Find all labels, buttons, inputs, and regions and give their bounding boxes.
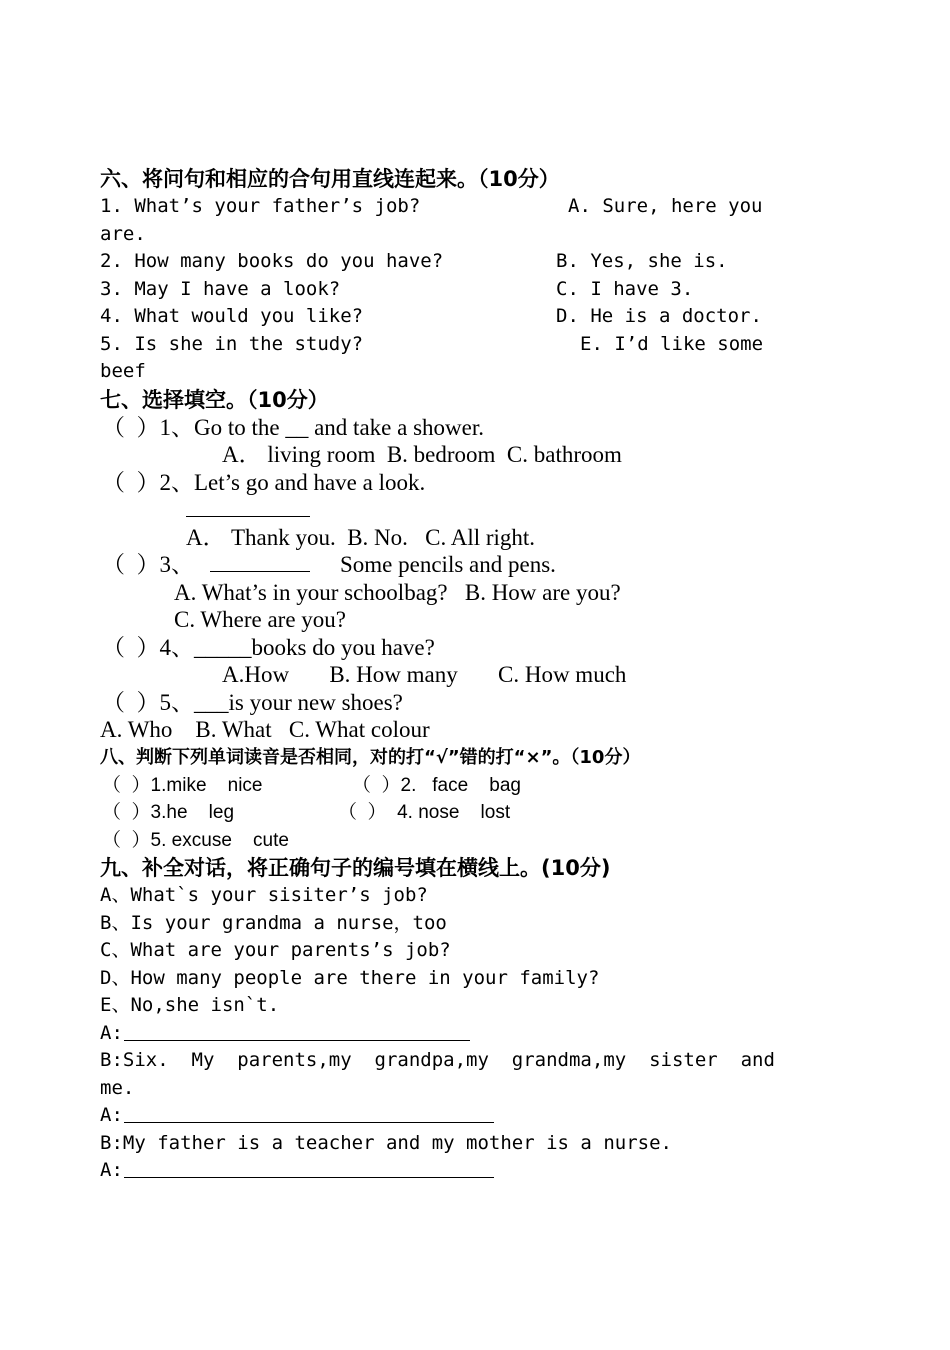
pronunciation-row-3 <box>100 827 820 855</box>
choice-q2-blank-row <box>100 496 820 524</box>
choice-q1-options: A． living room B. bedroom C. bathroom <box>222 442 622 467</box>
pronunciation-row-1 <box>100 772 820 800</box>
match-question-5: 5. Is she in the study? <box>100 332 364 355</box>
dialog-b2-text: B:My father is a teacher and my mother is a nurse. <box>100 1131 672 1154</box>
pronunciation-item-4: （ ） 4. nose lost <box>338 802 511 823</box>
choice-q1-options-row <box>100 441 820 469</box>
match-row-2 <box>100 248 820 276</box>
pronunciation-item-1: （ ）1.mike nice <box>102 774 263 796</box>
dialog-option-c: C、What are your parents’s job? <box>100 939 451 961</box>
choice-q3-options-row-b <box>100 606 820 634</box>
choice-q2 <box>100 469 820 497</box>
pronunciation-row-2 <box>100 799 820 827</box>
choice-q4-text: （ ）4、_____books do you have? <box>102 634 435 660</box>
dialog-option-b-row <box>100 910 820 938</box>
section-8-title: 八、判断下列单词读音是否相同，对的打“√”错的打“×”。（10分） <box>100 746 641 768</box>
match-answer-e-wrap: beef <box>100 360 146 382</box>
match-answer-b: B. Yes, she is. <box>556 250 728 272</box>
dialog-a3-label: A: <box>100 1159 123 1181</box>
pronunciation-item-2: （ ）2. face bag <box>352 774 521 796</box>
dialog-line-a3 <box>100 1157 820 1185</box>
dialog-option-a: A、What`s your sisiter’s job? <box>100 884 428 906</box>
choice-q2-text: （ ）2、Let’s go and have a look. <box>102 469 426 495</box>
choice-q4 <box>100 634 820 662</box>
choice-q5-options-row <box>100 716 820 744</box>
match-question-1: 1. What’s your father’s job? <box>100 195 421 217</box>
worksheet-page <box>100 165 820 1185</box>
dialog-a1-blank[interactable] <box>124 1020 470 1050</box>
dialog-line-b1-wrap <box>100 1075 820 1103</box>
dialog-line-a2 <box>100 1102 820 1130</box>
dialog-a1-label: A: <box>100 1021 123 1044</box>
match-row-1-wrap <box>100 221 820 249</box>
choice-q1-text: （ ）1、Go to the __ and take a shower. <box>102 414 484 440</box>
match-row-5 <box>100 331 820 359</box>
dialog-a2-label: A: <box>100 1104 123 1126</box>
choice-q3-rest: Some pencils and pens. <box>340 552 556 577</box>
choice-q3-options-row-a <box>100 579 820 607</box>
choice-q2-blank <box>186 496 310 524</box>
choice-q1 <box>100 414 820 442</box>
section-7-title: 七、选择填空。（10分） <box>100 387 329 412</box>
section-9-title: 九、补全对话，将正确句子的编号填在横线上。(10分) <box>100 856 611 880</box>
match-question-4: 4. What would you like? <box>100 305 364 327</box>
dialog-a3-blank[interactable] <box>124 1157 494 1187</box>
match-answer-a-wrap: are. <box>100 222 146 245</box>
match-answer-a: A. Sure, here you <box>568 195 763 217</box>
match-row-1 <box>100 193 820 221</box>
pronunciation-item-5: （ ）5. excuse cute <box>102 829 289 851</box>
section-6-title: 六、将问句和相应的合句用直线连起来。（10分） <box>100 167 560 191</box>
dialog-a2-blank[interactable] <box>124 1102 494 1132</box>
choice-q5 <box>100 689 820 717</box>
dialog-option-d-row <box>100 965 820 993</box>
choice-q5-options: A. Who B. What C. What colour <box>100 717 430 742</box>
match-row-3 <box>100 276 820 304</box>
dialog-option-e-row <box>100 992 820 1020</box>
choice-q3-prefix: （ ）3、 <box>102 552 194 577</box>
dialog-line-b2 <box>100 1130 820 1158</box>
choice-q4-options: A.How B. How many C. How much <box>222 662 627 687</box>
choice-q4-options-row <box>100 661 820 689</box>
choice-q2-options-row <box>100 524 820 552</box>
match-answer-c: C. I have 3. <box>556 277 694 300</box>
dialog-option-a-row <box>100 882 820 910</box>
choice-q3 <box>100 551 820 579</box>
match-question-3: 3. May I have a look? <box>100 277 341 300</box>
choice-q3-options-a: A. What’s in your schoolbag? B. How are you? <box>174 579 621 605</box>
dialog-line-b1 <box>100 1047 820 1075</box>
dialog-option-c-row <box>100 937 820 965</box>
choice-q3-options-b: C. Where are you? <box>174 607 346 632</box>
dialog-line-a1 <box>100 1020 820 1048</box>
match-row-5-wrap <box>100 358 820 386</box>
match-answer-e: E. I’d like some <box>580 332 764 355</box>
match-question-2: 2. How many books do you have? <box>100 250 444 272</box>
dialog-b1-text: B:Six. My parents,my grandpa,my grandma,my sister and <box>100 1049 775 1071</box>
choice-q3-blank <box>210 551 310 579</box>
choice-q2-options: A． Thank you. B. No. C. All right. <box>186 524 536 550</box>
dialog-option-b: B、Is your grandma a nurse，too <box>100 911 447 934</box>
match-row-4 <box>100 303 820 331</box>
choice-q5-text: （ ）5、___is your new shoes? <box>102 689 403 715</box>
match-answer-d: D. He is a doctor. <box>556 305 762 327</box>
pronunciation-item-3: （ ）3.he leg <box>102 802 235 823</box>
dialog-b1-wrap: me. <box>100 1076 135 1099</box>
dialog-option-d: D、How many people are there in your family? <box>100 966 600 989</box>
dialog-option-e: E、No,she isn`t. <box>100 994 280 1016</box>
